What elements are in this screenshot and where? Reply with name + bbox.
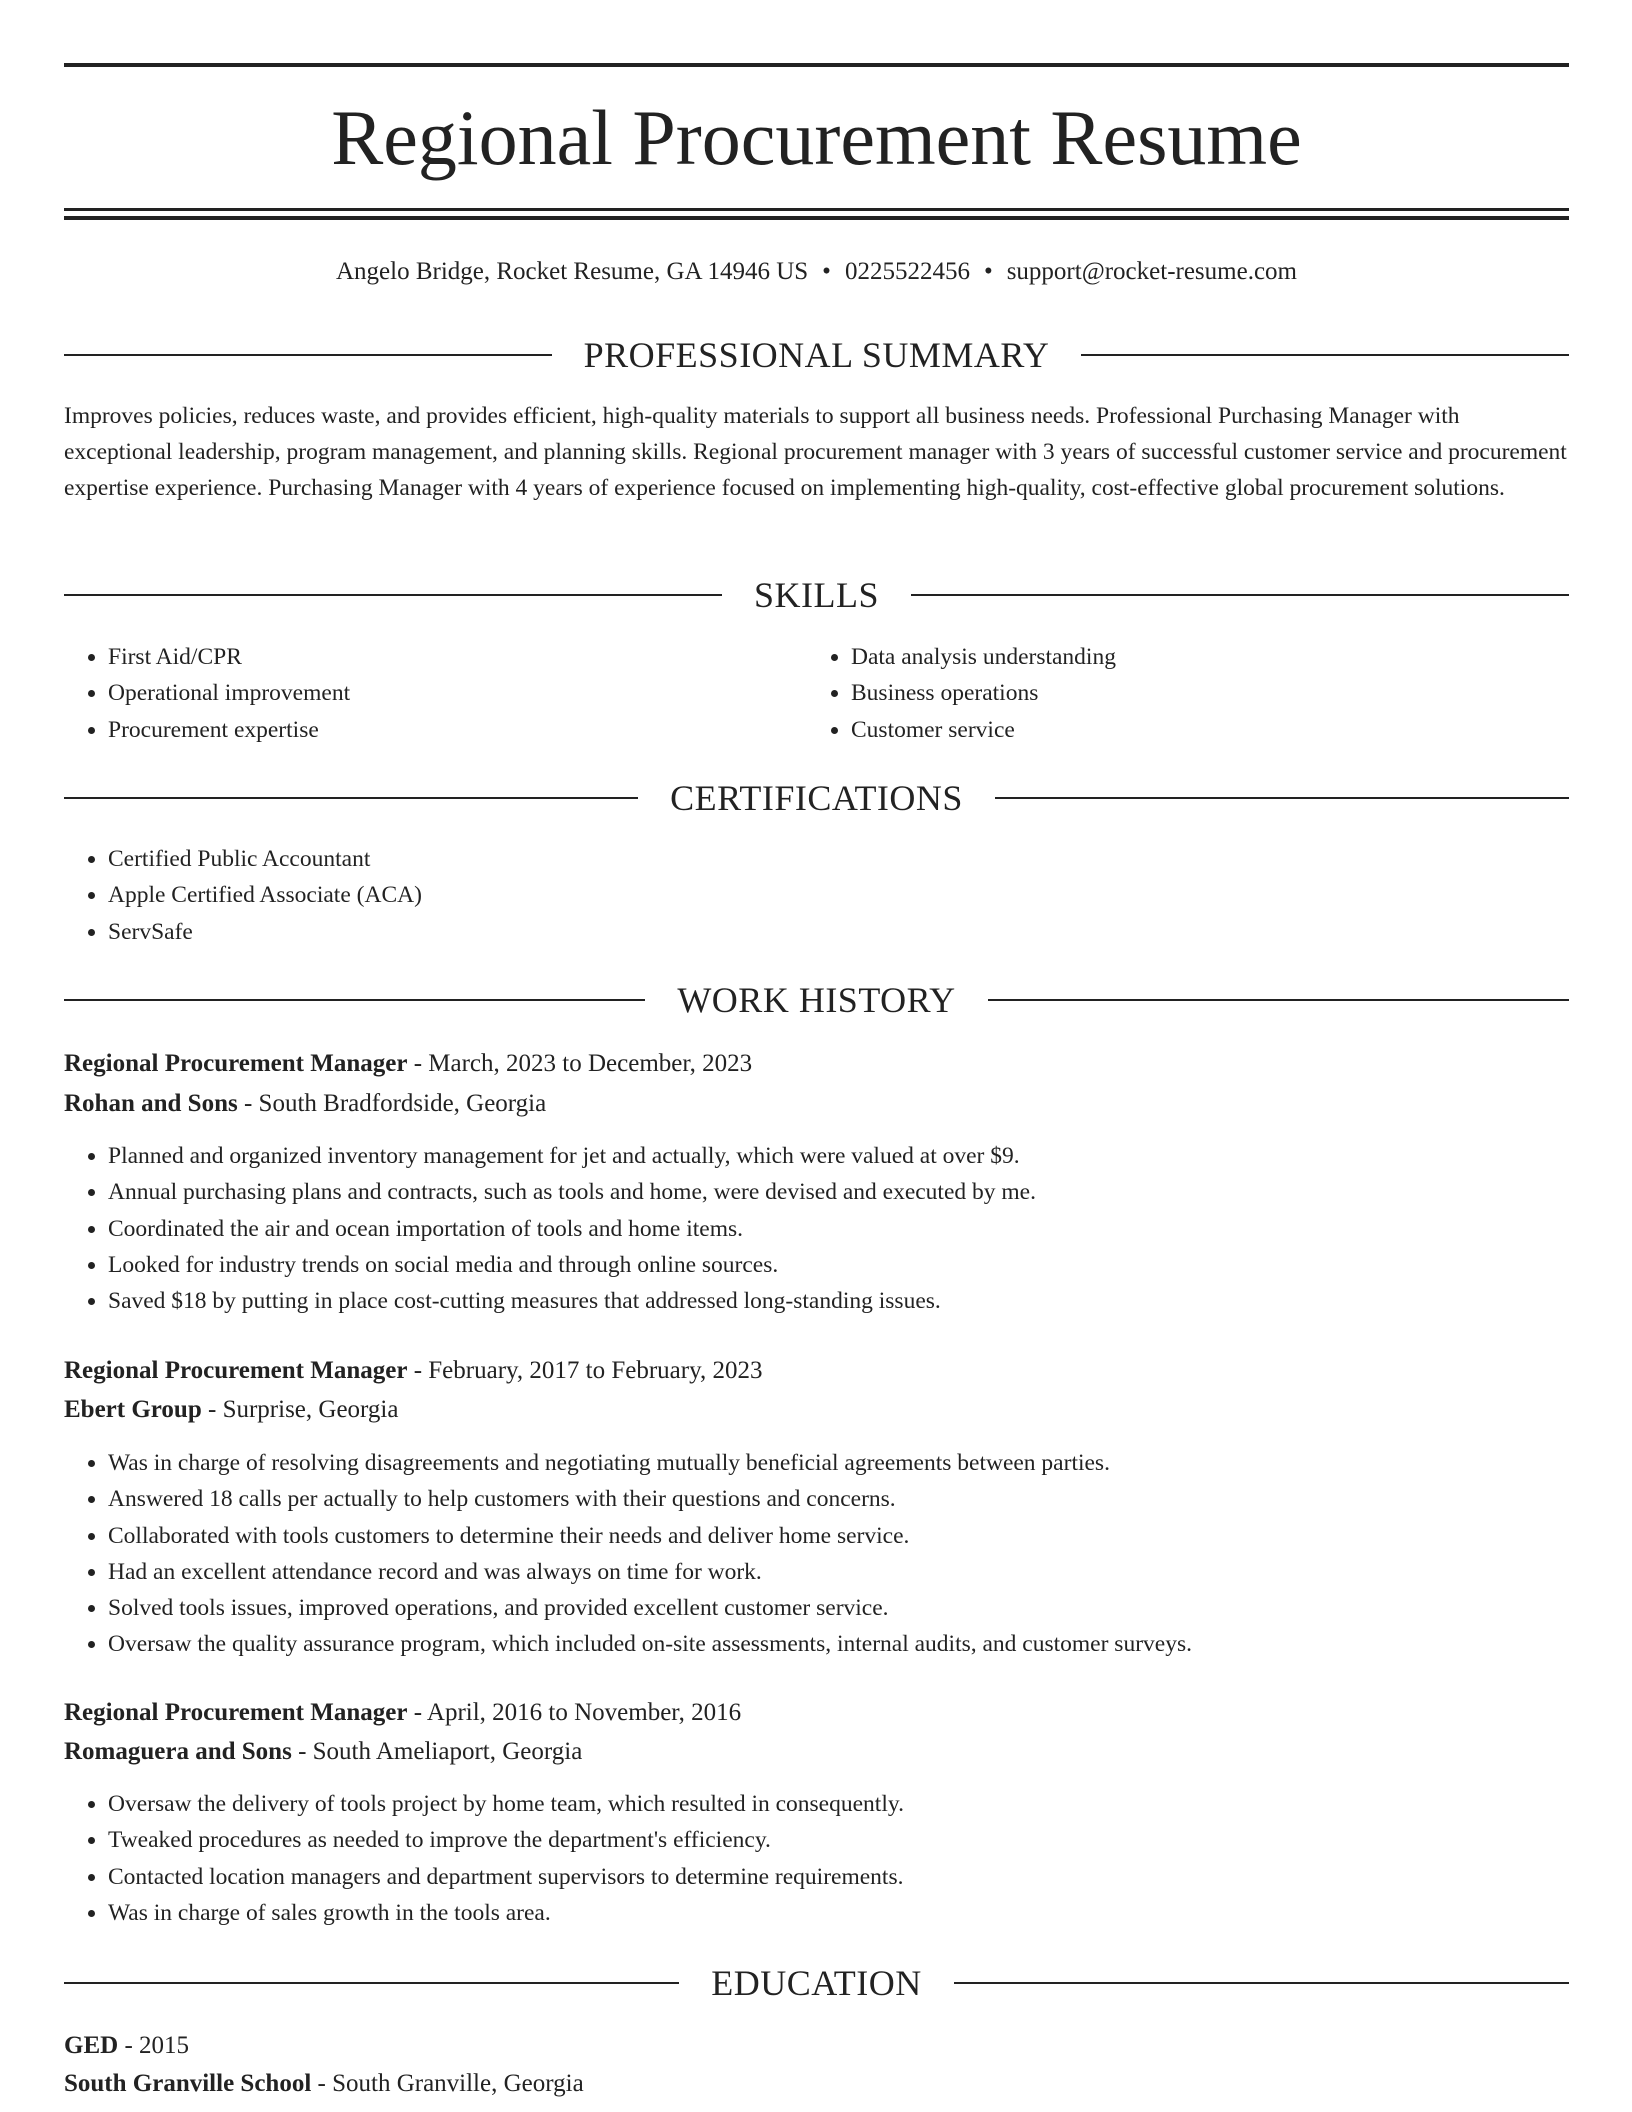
heading-rule — [64, 354, 552, 356]
work-history-heading — [64, 976, 1569, 1024]
job-bullet: • Planned and organized inventory management for jet and actually, which were valued at over $9. — [108, 1138, 1588, 1174]
job-company: Ebert Group — [64, 1396, 202, 1423]
job-company-line — [64, 1391, 398, 1429]
job-bullet: • Collaborated with tools customers to determine their needs and deliver home service. — [108, 1518, 1588, 1554]
job-company-line — [64, 1085, 546, 1123]
contact-address: Angelo Bridge, Rocket Resume, GA 14946 US — [335, 258, 809, 285]
job-dates: - February, 2017 to February, 2023 — [407, 1357, 763, 1384]
job-bullet: • Solved tools issues, improved operations, and provided excellent customer service. — [108, 1590, 1588, 1626]
education-degree-line — [64, 2027, 189, 2065]
contact-separator: • — [822, 258, 831, 285]
education-year: - 2015 — [118, 2032, 190, 2059]
heading-rule — [995, 797, 1569, 799]
job-dates: - April, 2016 to November, 2016 — [407, 1699, 742, 1726]
contact-separator: • — [983, 258, 993, 285]
job-bullet: • Oversaw the quality assurance program, which included on-site assessments, internal audits, and customer surveys. — [108, 1626, 1588, 1662]
certifications-heading-label: CERTIFICATIONS — [670, 778, 963, 818]
job-bullet: • Annual purchasing plans and contracts, such as tools and home, were devised and executed by me. — [108, 1174, 1588, 1210]
title-rule-upper — [64, 208, 1569, 211]
job-bullet: • Was in charge of sales growth in the tools area. — [108, 1895, 1588, 1931]
contact-line — [64, 254, 1569, 290]
heading-rule — [988, 999, 1569, 1001]
job-company-line — [64, 1733, 582, 1771]
job-location: - South Ameliaport, Georgia — [291, 1738, 583, 1765]
skills-list-right — [807, 639, 1551, 748]
heading-rule — [911, 594, 1569, 596]
job-location: - Surprise, Georgia — [201, 1396, 399, 1423]
certifications-heading — [64, 774, 1569, 822]
job-bullets — [64, 1138, 1588, 1319]
summary-heading — [64, 331, 1569, 379]
job-title: Regional Procurement Manager — [64, 1699, 408, 1726]
heading-rule — [64, 999, 645, 1001]
skill-item: • Procurement expertise — [108, 712, 808, 748]
skills-heading-label: SKILLS — [754, 575, 880, 615]
job-bullets — [64, 1445, 1588, 1663]
job-company: Romaguera and Sons — [64, 1738, 292, 1765]
job-title-line — [64, 1694, 741, 1732]
summary-text: Improves policies, reduces waste, and provides efficient, high-quality materials to support all business needs. Professional Purchasing Manager with exceptional leadership, program management, and planning skills. Regional procurement manager with 3 years of successful customer service and procurement expertise experience. Purchasing Manager with 4 years of experience focused on implementing high-quality, cost-effective global procurement solutions. — [64, 403, 1567, 501]
skill-item: • Customer service — [851, 712, 1551, 748]
skill-item: • Business operations — [851, 675, 1551, 711]
job-bullet: • Coordinated the air and ocean importation of tools and home items. — [108, 1211, 1588, 1247]
job-location: - South Bradfordside, Georgia — [237, 1090, 547, 1117]
job-company: Rohan and Sons — [64, 1090, 238, 1117]
heading-rule — [1081, 354, 1569, 356]
job-title: Regional Procurement Manager — [64, 1050, 408, 1077]
job-title-line — [64, 1352, 762, 1390]
job-title-line — [64, 1045, 752, 1083]
title-rule-lower — [64, 216, 1569, 220]
education-school: South Granville School — [64, 2070, 312, 2097]
education-location: - South Granville, Georgia — [311, 2070, 584, 2097]
contact-email: support@rocket-resume.com — [1006, 258, 1297, 285]
job-bullet: • Was in charge of resolving disagreements and negotiating mutually beneficial agreements between parties. — [108, 1445, 1588, 1481]
skills-list-left — [64, 639, 808, 748]
skills-heading — [64, 571, 1569, 619]
education-degree: GED — [64, 2032, 119, 2059]
heading-rule — [64, 797, 638, 799]
resume-title: Regional Procurement Resume — [331, 94, 1302, 181]
certification-item: • ServSafe — [108, 914, 1508, 950]
summary-heading-label: PROFESSIONAL SUMMARY — [583, 335, 1050, 375]
education-heading — [64, 1959, 1569, 2007]
top-rule — [64, 63, 1569, 67]
certifications-list — [64, 841, 1508, 950]
job-bullet: • Looked for industry trends on social media and through online sources. — [108, 1247, 1588, 1283]
job-dates: - March, 2023 to December, 2023 — [407, 1050, 753, 1077]
job-bullet: • Had an excellent attendance record and was always on time for work. — [108, 1554, 1588, 1590]
work-history-heading-label: WORK HISTORY — [677, 980, 956, 1020]
education-heading-label: EDUCATION — [711, 1963, 922, 2003]
job-bullet: • Answered 18 calls per actually to help customers with their questions and concerns. — [108, 1481, 1588, 1517]
heading-rule — [64, 1982, 679, 1984]
certification-item: • Certified Public Accountant — [108, 841, 1508, 877]
contact-phone: 0225522456 — [844, 258, 970, 285]
heading-rule — [954, 1982, 1569, 1984]
job-bullet: • Oversaw the delivery of tools project by home team, which resulted in consequently. — [108, 1786, 1588, 1822]
job-bullets — [64, 1786, 1588, 1931]
skill-item: • Operational improvement — [108, 675, 808, 711]
education-school-line — [64, 2065, 584, 2103]
heading-rule — [64, 594, 722, 596]
job-bullet: • Contacted location managers and department supervisors to determine requirements. — [108, 1859, 1588, 1895]
skill-item: • First Aid/CPR — [108, 639, 808, 675]
job-bullet: • Tweaked procedures as needed to improve the department's efficiency. — [108, 1822, 1588, 1858]
skill-item: • Data analysis understanding — [851, 639, 1551, 675]
certification-item: • Apple Certified Associate (ACA) — [108, 877, 1508, 913]
job-bullet: • Saved $18 by putting in place cost-cutting measures that addressed long-standing issues. — [108, 1283, 1588, 1319]
job-title: Regional Procurement Manager — [64, 1357, 408, 1384]
